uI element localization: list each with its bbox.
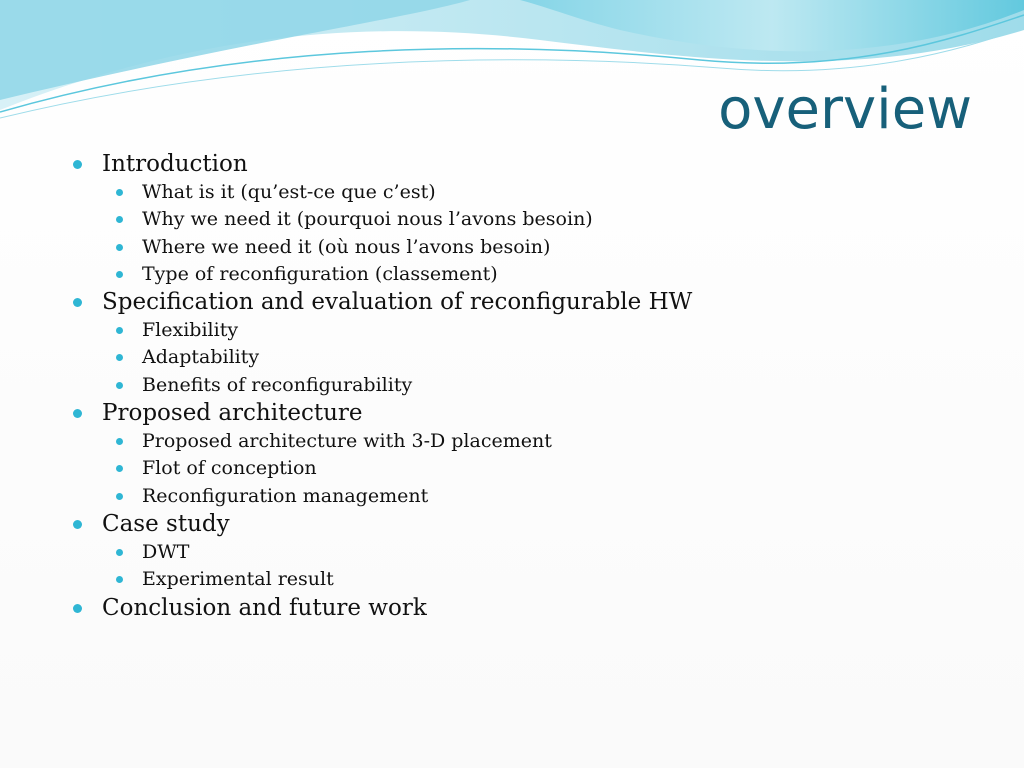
bullet-icon xyxy=(73,520,82,529)
bullet-icon xyxy=(73,160,82,169)
outline-list xyxy=(72,150,972,623)
outline-subitem xyxy=(72,372,972,399)
subitem-label: Flot of conception xyxy=(142,457,317,480)
outline-section xyxy=(72,150,972,178)
outline-subitem xyxy=(72,206,972,233)
section-label: Specification and evaluation of reconfigurable HW xyxy=(102,289,693,316)
bullet-icon xyxy=(116,189,123,196)
outline-section xyxy=(72,288,972,316)
bullet-icon xyxy=(73,409,82,418)
bullet-icon xyxy=(116,382,123,389)
subitem-label: What is it (qu’est-ce que c’est) xyxy=(142,181,436,203)
bullet-icon xyxy=(116,493,123,500)
subitem-label: Experimental result xyxy=(142,568,334,591)
outline-subitem xyxy=(72,566,972,593)
subitem-label: Reconfiguration management xyxy=(142,484,429,507)
bullet-icon xyxy=(116,549,123,556)
subitem-label: Benefits of reconfigurability xyxy=(142,373,413,396)
section-label: Conclusion and future work xyxy=(102,594,427,621)
bullet-icon xyxy=(116,216,123,223)
slide-title: overview xyxy=(718,77,972,142)
subitem-label: Flexibility xyxy=(142,319,239,342)
outline-section xyxy=(72,399,972,427)
outline-subitem xyxy=(72,344,972,371)
section-label: Proposed architecture xyxy=(102,400,363,427)
bullet-icon xyxy=(116,327,123,334)
subitem-label: Type of reconfiguration (classement) xyxy=(142,262,498,285)
outline-subitem xyxy=(72,261,972,288)
section-label: Introduction xyxy=(102,151,248,177)
outline-subitem xyxy=(72,428,972,455)
outline-subitem xyxy=(72,455,972,482)
outline-subitem xyxy=(72,539,972,566)
bullet-icon xyxy=(73,298,82,307)
outline-section xyxy=(72,594,972,622)
bullet-icon xyxy=(116,271,123,278)
subitem-label: Adaptability xyxy=(142,346,260,369)
subitem-label: Why we need it (pourquoi nous l’avons besoin) xyxy=(142,208,593,231)
subitem-label: Proposed architecture with 3-D placement xyxy=(142,430,552,453)
outline-subitem xyxy=(72,234,972,261)
outline-subitem xyxy=(72,179,972,206)
outline-subitem xyxy=(72,483,972,510)
subitem-label: Where we need it (où nous l’avons besoin) xyxy=(142,235,551,258)
subitem-label: DWT xyxy=(142,540,190,563)
bullet-icon xyxy=(116,465,123,472)
bullet-icon xyxy=(116,438,123,445)
bullet-icon xyxy=(73,604,82,613)
bullet-icon xyxy=(116,576,123,583)
section-label: Case study xyxy=(102,510,230,537)
bullet-icon xyxy=(116,354,123,361)
outline-subitem xyxy=(72,317,972,344)
bullet-icon xyxy=(116,244,123,251)
outline-section xyxy=(72,510,972,538)
